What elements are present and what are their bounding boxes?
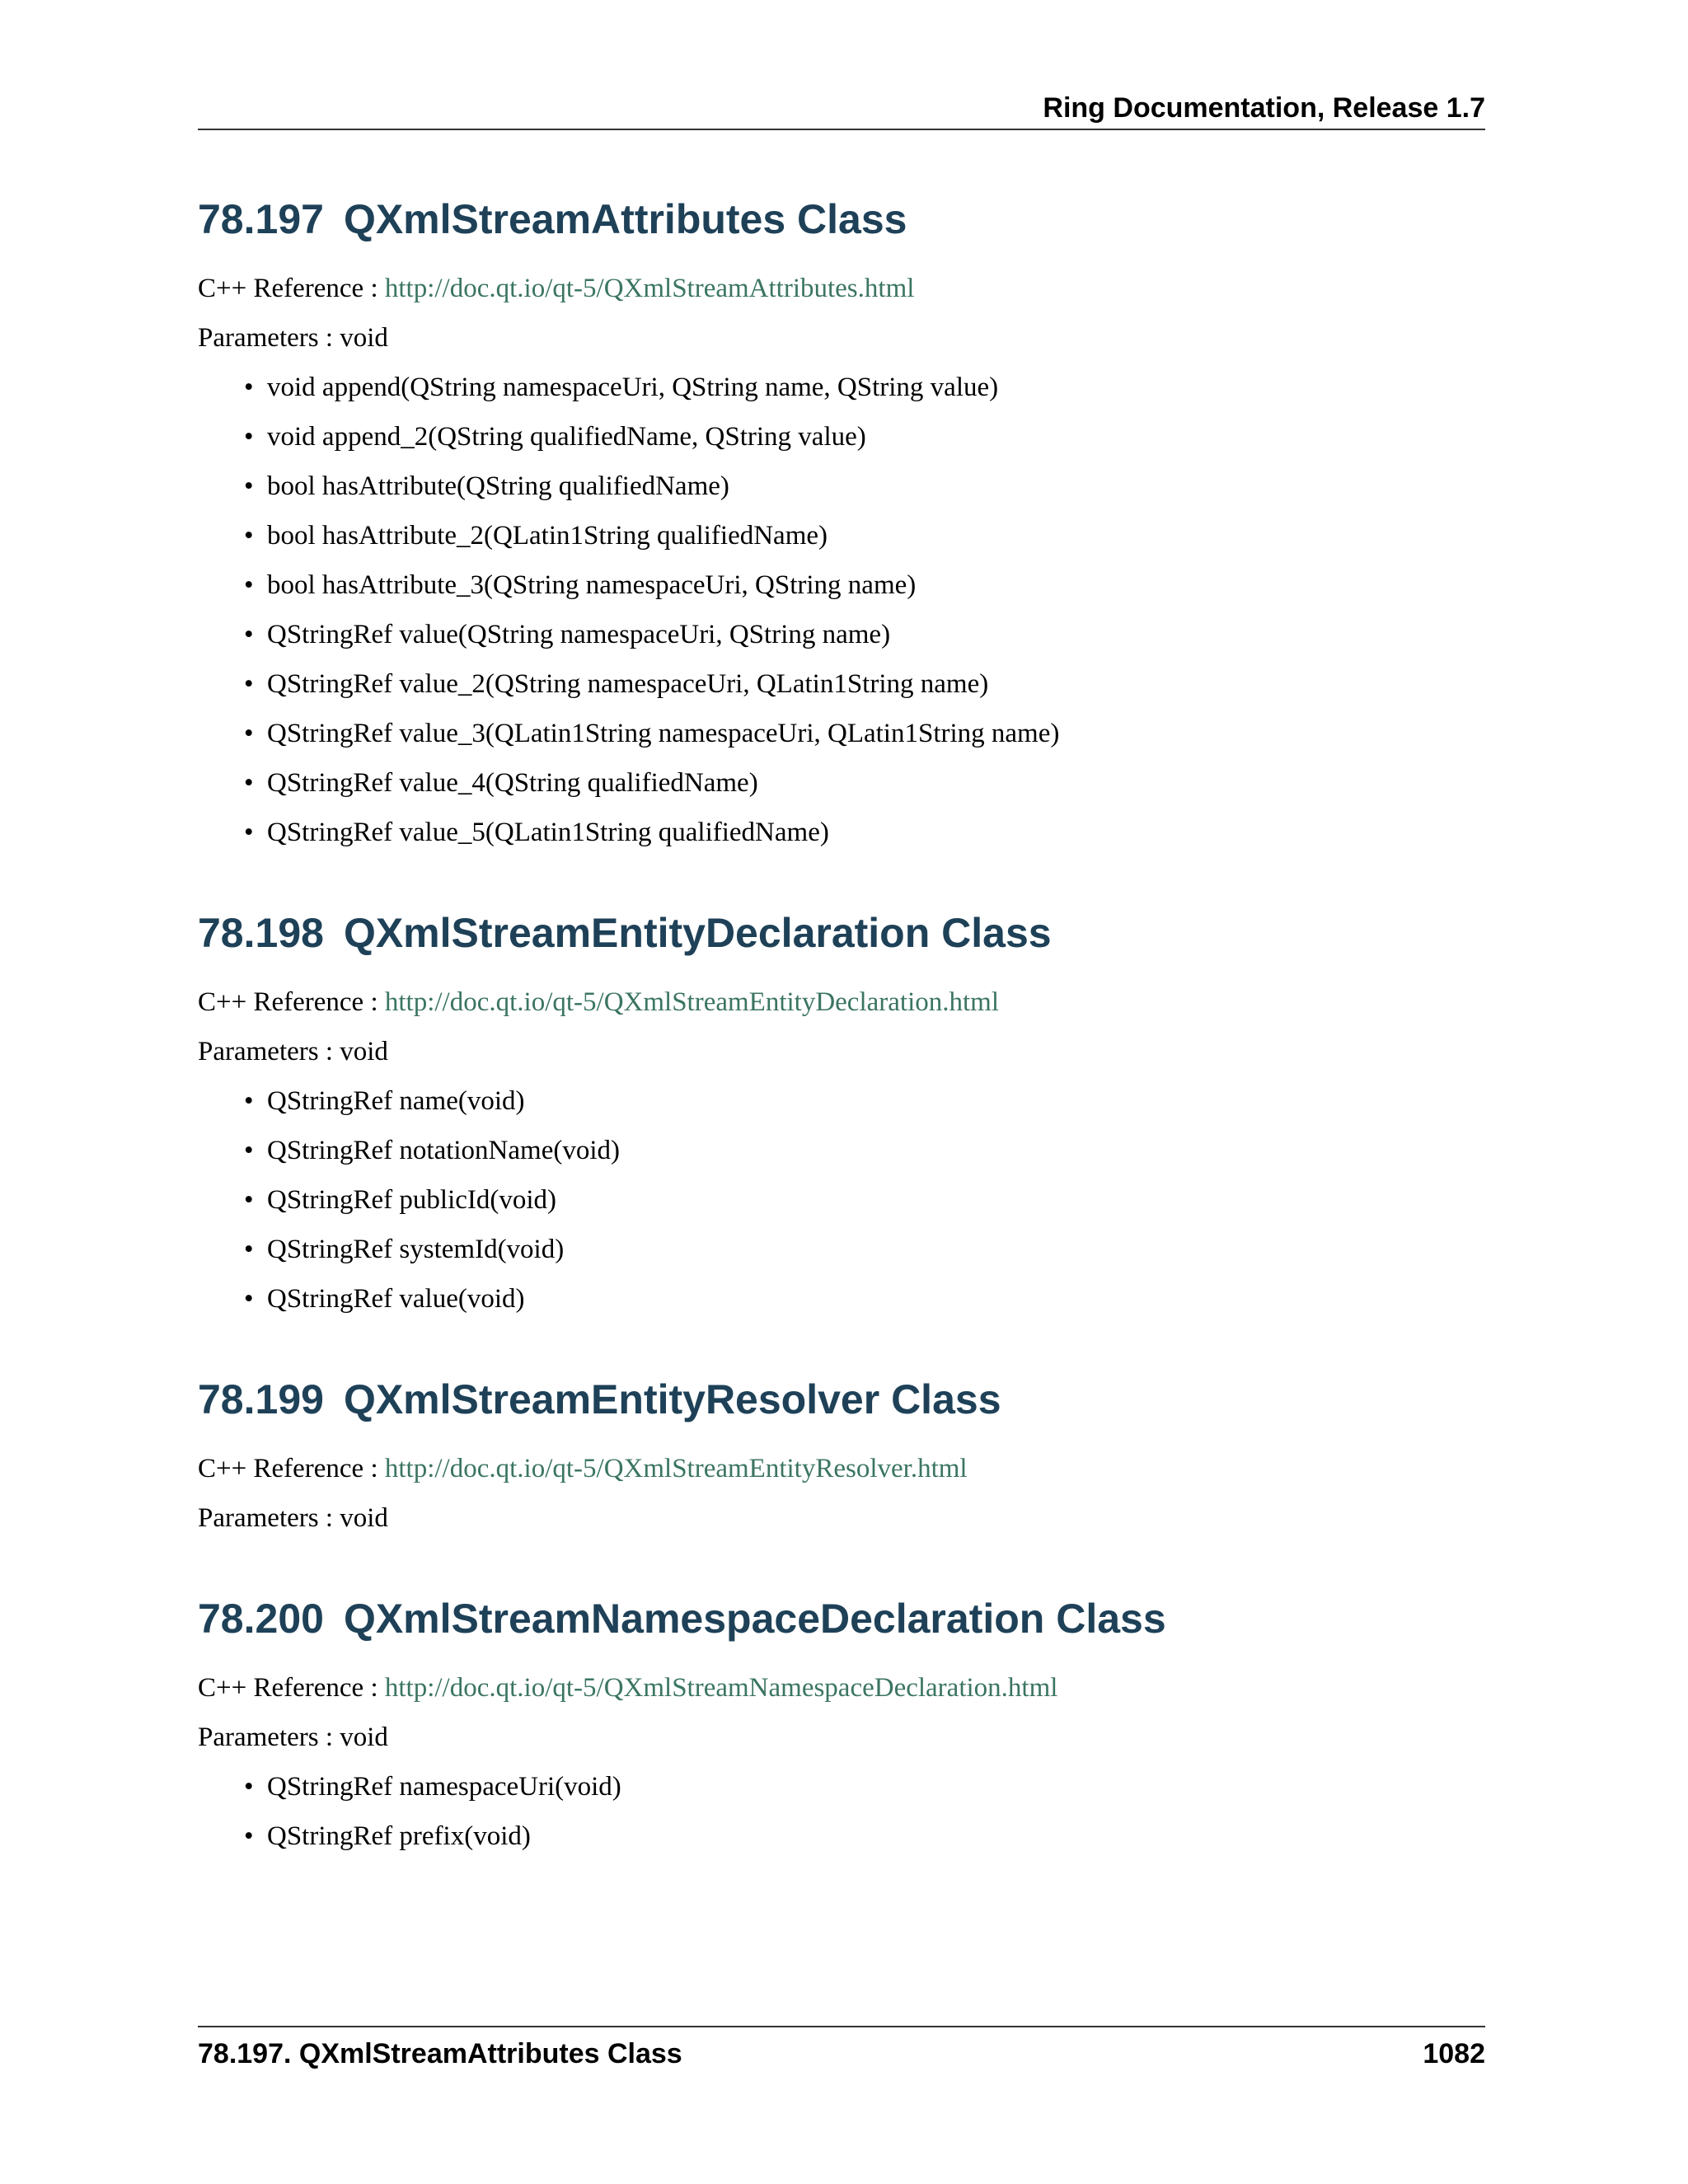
- list-item: [244, 363, 1485, 412]
- section-number: 78.198: [198, 910, 324, 956]
- bullet-icon: •: [244, 1086, 254, 1116]
- section-number: 78.199: [198, 1376, 324, 1422]
- reference-link[interactable]: http://doc.qt.io/qt-5/QXmlStreamEntityResolver.html: [384, 1454, 968, 1483]
- page-content: [198, 180, 1485, 1861]
- list-item: [244, 412, 1485, 462]
- method-signature: QStringRef notationName(void): [267, 1136, 621, 1165]
- parameters-line: Parameters : void: [198, 323, 388, 353]
- list-item: [244, 610, 1485, 659]
- method-list: [198, 363, 1485, 857]
- method-signature: bool hasAttribute_2(QLatin1String qualifiedName): [267, 521, 828, 551]
- method-signature: QStringRef prefix(void): [267, 1821, 531, 1851]
- section-number: 78.197: [198, 196, 324, 242]
- section-qxmlstreamnamespacedeclaration: [198, 1579, 1485, 1861]
- bullet-icon: •: [244, 719, 254, 748]
- bullet-icon: •: [244, 471, 254, 501]
- cpp-reference: [198, 1663, 1485, 1713]
- bullet-icon: •: [244, 818, 254, 847]
- footer-section-title: 78.197. QXmlStreamAttributes Class: [198, 2038, 682, 2069]
- bullet-icon: •: [244, 1136, 254, 1165]
- section-qxmlstreamentityresolver: [198, 1360, 1485, 1579]
- list-item: [244, 511, 1485, 560]
- method-signature: bool hasAttribute(QString qualifiedName): [267, 471, 729, 501]
- bullet-icon: •: [244, 1185, 254, 1215]
- section-heading: [198, 180, 1485, 264]
- reference-label: C++ Reference :: [198, 1454, 385, 1483]
- method-signature: QStringRef value_4(QString qualifiedName): [267, 768, 758, 798]
- method-list: [198, 1076, 1485, 1324]
- method-signature: QStringRef value_3(QLatin1String namespaceUri, QLatin1String name): [267, 719, 1060, 748]
- bullet-icon: •: [244, 1235, 254, 1264]
- method-list: [198, 1762, 1485, 1861]
- cpp-reference: [198, 264, 1485, 313]
- method-signature: void append(QString namespaceUri, QString name, QString value): [267, 373, 999, 402]
- cpp-reference: [198, 1444, 1485, 1493]
- section-title: QXmlStreamNamespaceDeclaration Class: [343, 1596, 1166, 1642]
- bullet-icon: •: [244, 521, 254, 551]
- method-signature: QStringRef value_2(QString namespaceUri, QLatin1String name): [267, 669, 989, 699]
- reference-link[interactable]: http://doc.qt.io/qt-5/QXmlStreamNamespaceDeclaration.html: [384, 1673, 1058, 1703]
- parameters-line: Parameters : void: [198, 1722, 388, 1752]
- list-item: [244, 1811, 1485, 1861]
- section-heading: [198, 893, 1485, 977]
- bullet-icon: •: [244, 570, 254, 600]
- bullet-icon: •: [244, 768, 254, 798]
- bullet-icon: •: [244, 1284, 254, 1314]
- list-item: [244, 758, 1485, 808]
- list-item: [244, 560, 1485, 610]
- reference-link[interactable]: http://doc.qt.io/qt-5/QXmlStreamEntityDeclaration.html: [384, 987, 1000, 1017]
- method-signature: QStringRef value(void): [267, 1284, 525, 1314]
- list-item: [244, 1126, 1485, 1175]
- list-item: [244, 1274, 1485, 1324]
- section-title: QXmlStreamEntityResolver Class: [343, 1376, 1001, 1422]
- bullet-icon: •: [244, 1821, 254, 1851]
- list-item: [244, 659, 1485, 709]
- page-footer: [198, 2026, 1485, 2075]
- bullet-icon: •: [244, 422, 254, 452]
- list-item: [244, 1762, 1485, 1811]
- parameters-line: Parameters : void: [198, 1503, 388, 1533]
- reference-label: C++ Reference :: [198, 1673, 385, 1703]
- section-heading: [198, 1360, 1485, 1444]
- method-signature: QStringRef name(void): [267, 1086, 525, 1116]
- method-signature: void append_2(QString qualifiedName, QString value): [267, 422, 866, 452]
- section-number: 78.200: [198, 1596, 324, 1642]
- list-item: [244, 709, 1485, 758]
- section-heading: [198, 1579, 1485, 1663]
- section-title: QXmlStreamEntityDeclaration Class: [343, 910, 1052, 956]
- list-item: [244, 1076, 1485, 1126]
- reference-link[interactable]: http://doc.qt.io/qt-5/QXmlStreamAttributes.html: [384, 274, 915, 303]
- list-item: [244, 1175, 1485, 1225]
- method-signature: QStringRef value(QString namespaceUri, QString name): [267, 620, 891, 649]
- method-signature: QStringRef value_5(QLatin1String qualifiedName): [267, 818, 829, 847]
- page-number: 1082: [1423, 2038, 1485, 2069]
- header-title: Ring Documentation, Release 1.7: [1043, 92, 1485, 124]
- list-item: [244, 462, 1485, 511]
- section-qxmlstreamattributes: [198, 180, 1485, 893]
- section-qxmlstreamentitydeclaration: [198, 893, 1485, 1360]
- method-signature: QStringRef namespaceUri(void): [267, 1772, 621, 1802]
- section-title: QXmlStreamAttributes Class: [343, 196, 907, 242]
- bullet-icon: •: [244, 669, 254, 699]
- bullet-icon: •: [244, 373, 254, 402]
- method-signature: QStringRef publicId(void): [267, 1185, 557, 1215]
- bullet-icon: •: [244, 620, 254, 649]
- reference-label: C++ Reference :: [198, 987, 385, 1017]
- list-item: [244, 808, 1485, 857]
- method-signature: bool hasAttribute_3(QString namespaceUri, QString name): [267, 570, 917, 600]
- method-signature: QStringRef systemId(void): [267, 1235, 565, 1264]
- reference-label: C++ Reference :: [198, 274, 385, 303]
- list-item: [244, 1225, 1485, 1274]
- cpp-reference: [198, 977, 1485, 1027]
- bullet-icon: •: [244, 1772, 254, 1802]
- parameters-line: Parameters : void: [198, 1037, 388, 1066]
- page-header: [198, 89, 1485, 130]
